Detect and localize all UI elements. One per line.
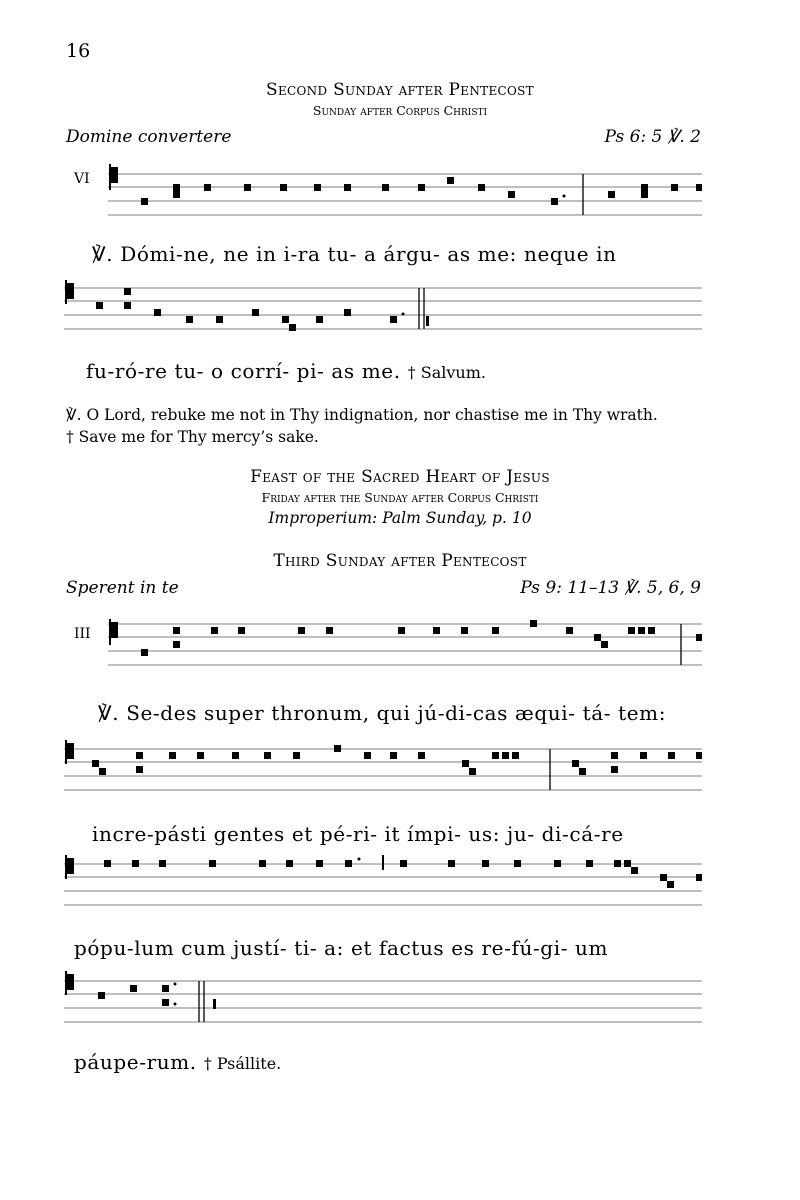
- lyrics-line-6: [74, 1050, 281, 1074]
- section-title-third-sunday: Third Sunday after Pentecost: [273, 551, 527, 571]
- lyrics-line-4: incre-pásti gentes et pé-ri- it ímpi- us: ju- di-cá-re: [92, 822, 624, 846]
- section-subtitle-corpus-christi: Sunday after Corpus Christi: [312, 103, 488, 118]
- lyrics-line-2: [86, 359, 486, 383]
- cue-psallite: † Psállite.: [203, 1054, 282, 1073]
- chant-staff-1: [108, 160, 702, 222]
- chant-staff-4: [64, 740, 702, 802]
- chant-source-2: Ps 9: 11–13 ℣. 5, 6, 9: [520, 578, 701, 598]
- lyrics-line-5: pópu-lum cum justí- ti- a: et factus es re-fú-gi- um: [74, 936, 609, 960]
- page-number: 16: [66, 40, 91, 62]
- translation-line-2: † Save me for Thy mercy’s sake.: [66, 428, 319, 446]
- chant-staff-6: [64, 975, 702, 1031]
- chant-staff-3: [108, 615, 702, 677]
- mode-number-2: III: [74, 626, 91, 642]
- translation-block: [66, 404, 702, 448]
- chant-staff-5: [64, 855, 702, 917]
- mode-number: VI: [74, 171, 90, 187]
- lyrics-line-2-text: fu-ró-re tu- o corrí- pi- as me.: [86, 359, 401, 383]
- section-title-second-sunday: [0, 80, 800, 100]
- section-subtitle-friday: Friday after the Sunday after Corpus Christi: [261, 490, 539, 505]
- chant-staff-2: [64, 280, 702, 342]
- section-title-text: Second Sunday after Pentecost: [266, 80, 534, 100]
- section-title-sacred-heart: Feast of the Sacred Heart of Jesus: [250, 467, 550, 487]
- lyrics-line-6-text: páupe-rum.: [74, 1050, 197, 1074]
- lyrics-line-1: ℣. Dómi-ne, ne in i-ra tu- a árgu- as me: neque in: [92, 242, 617, 266]
- lyrics-line-3: ℣. Se-des super thronum, qui jú-di-cas æqui- tá- tem:: [98, 701, 667, 725]
- translation-line-1: ℣. O Lord, rebuke me not in Thy indignation, nor chastise me in Thy wrath.: [66, 406, 658, 424]
- cue-salvum: † Salvum.: [407, 363, 486, 382]
- chant-incipit: Domine convertere: [66, 127, 232, 147]
- chant-source: Ps 6: 5 ℣. 2: [604, 127, 701, 147]
- chant-incipit-2: Sperent in te: [66, 578, 179, 598]
- improperium-reference: Improperium: Palm Sunday, p. 10: [268, 509, 532, 527]
